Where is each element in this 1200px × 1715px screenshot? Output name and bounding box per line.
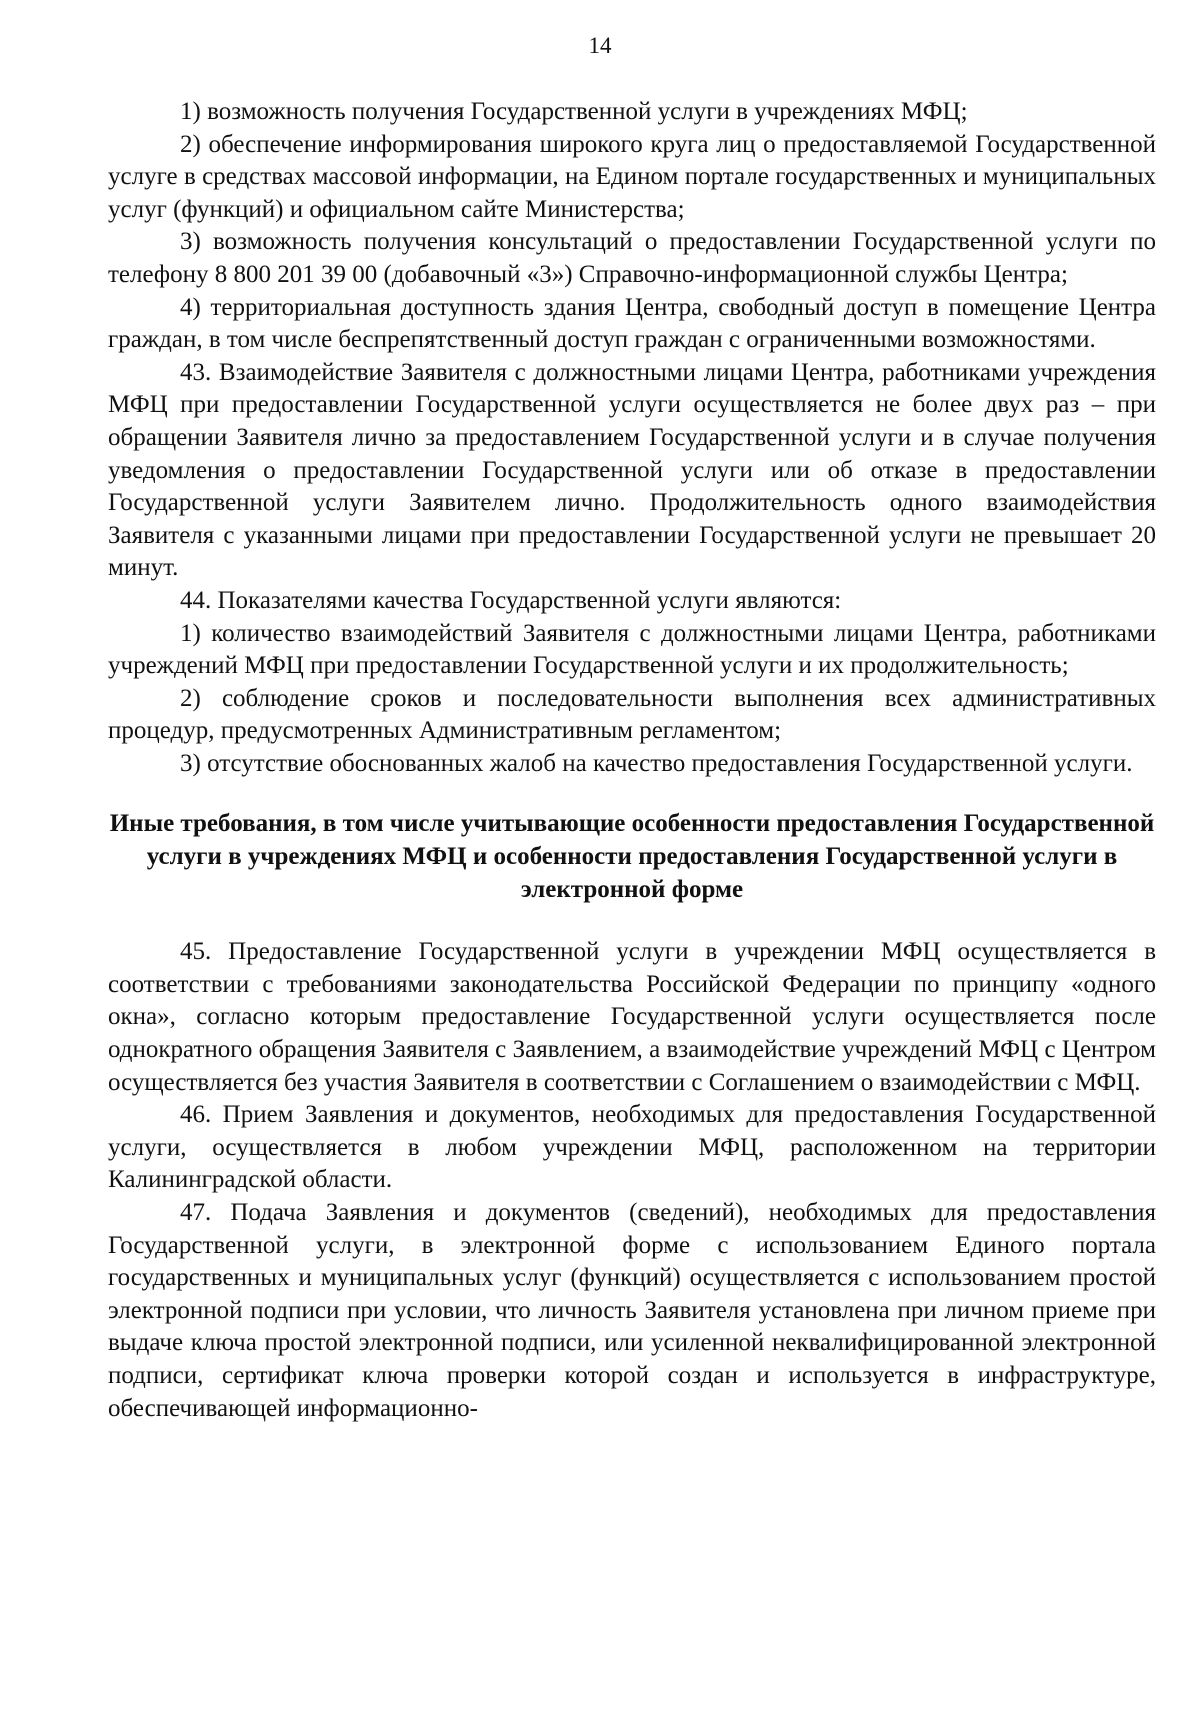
paragraph-quality-item-3: 3) отсутствие обоснованных жалоб на качество предоставления Государственной услуги. <box>180 749 1133 777</box>
paragraph-47-electronic-submission: 47. Подача Заявления и документов (сведений), необходимых для предоставления Государственной услуги, в электронной форме с использованием Единого портала государственных и муниципальных услуг (функций) осуществляется с использованием простой электронной подписи при условии, что личность Заявителя установлена при личном приеме при выдаче ключа простой электронной подписи, или усиленной неквалифицированной электронной подписи, сертификат ключа проверки которой создан и используется в инфраструктуре, обеспечивающей информационно- <box>108 1199 1156 1422</box>
paragraph-quality-item-1: 1) количество взаимодействий Заявителя с должностными лицами Центра, работниками учреждений МФЦ при предоставлении Государственной услуги и их продолжительность; <box>108 619 1156 680</box>
paragraph-46-application-reception: 46. Прием Заявления и документов, необходимых для предоставления Государственной услуги, осуществляется в любом учреждении МФЦ, расположенном на территории Калининградской области. <box>108 1101 1156 1194</box>
paragraph-item-1-mfc-access: 1) возможность получения Государственной услуги в учреждениях МФЦ; <box>180 98 968 125</box>
paragraph-45-one-window: 45. Предоставление Государственной услуги в учреждении МФЦ осуществляется в соответствии с требованиями законодательства Российской Федерации по принципу «одного окна», согласно которым предоставление Государственной услуги осуществляется после однократного обращения Заявителя с Заявлением, а взаимодействие учреждений МФЦ с Центром осуществляется без участия Заявителя в соответствии с Соглашением о взаимодействии с МФЦ. <box>108 938 1156 1096</box>
paragraph-item-4-accessibility: 4) территориальная доступность здания Центра, свободный доступ в помещение Центра граждан, в том числе беспрепятственный доступ граждан с ограниченными возможностями. <box>108 293 1156 354</box>
paragraph-quality-item-2: 2) соблюдение сроков и последовательности выполнения всех административных процедур, предусмотренных Административным регламентом; <box>108 684 1156 745</box>
paragraph-44-quality-indicators: 44. Показателями качества Государственной услуги являются: <box>180 586 842 614</box>
document-body <box>108 96 1156 1425</box>
paragraph-item-2-informing: 2) обеспечение информирования широкого круга лиц о предоставляемой Государственной услуге в средствах массовой информации, на Едином портале государственных и муниципальных услуг (функций) и официальном сайте Министерства; <box>108 130 1156 223</box>
page-number: 14 <box>588 33 612 58</box>
paragraph-43-interaction: 43. Взаимодействие Заявителя с должностными лицами Центра, работниками учреждения МФЦ при предоставлении Государственной услуги осуществляется не более двух раз – при обращении Заявителя лично за предоставлением Государственной услуги и в случае получения уведомления о предоставлении Государственной услуги или об отказе в предоставлении Государственной услуги Заявителем лично. Продолжительность одного взаимодействия Заявителя с указанными лицами при предоставлении Государственной услуги не превышает 20 минут. <box>108 358 1156 582</box>
section-heading: Иные требования, в том числе учитывающие особенности предоставления Государственной услуги в учреждениях МФЦ и особенности предоставления Государственной услуги в электронной форме <box>109 810 1155 903</box>
paragraph-item-3-consultations: 3) возможность получения консультаций о предоставлении Государственной услуги по телефону 8 800 201 39 00 (добавочный «3») Справочно-информационной службы Центра; <box>108 228 1156 288</box>
